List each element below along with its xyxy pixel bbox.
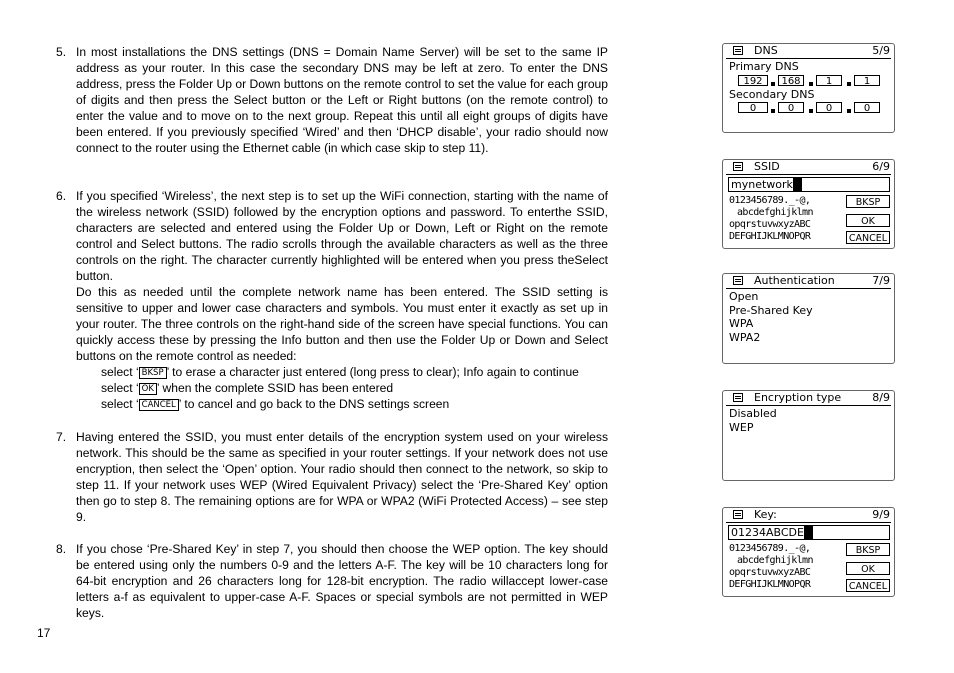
secondary-dns-fields	[729, 101, 894, 115]
step-6	[56, 188, 608, 412]
enc-option-disabled[interactable]: Disabled	[729, 407, 777, 420]
step-text: Having entered the SSID, you must enter details of the encryption system used on your wireless network. This should be the same as specified in your router settings. If your network does not use encryption, then select the ‘Open’ option. Your radio should then connect to the network, so skip to step 11. If your network uses WEP (Wired Equivalent Privacy) select the ‘Pre-Shared Key’ option then go to step 8. The remaining options are for WPA or WPA2 (WiFi Protected Access) – see step 9.	[76, 430, 608, 524]
step-text-continued: Do this as needed until the complete network name has been entered. The SSID setting is sensitive to upper and lower case characters and symbols. You must enter it exactly as set up in your router. The three controls on the right-hand side of the screen have special functions. You can quickly access these by pressing the Info button and then use the Folder Up or Down and Select buttons on the remote control as needed:	[76, 285, 608, 363]
lcd-header	[726, 44, 891, 59]
lcd-title: Encryption type	[754, 391, 842, 404]
ssid-input[interactable]	[728, 177, 890, 192]
bksp-button[interactable]: BKSP	[846, 543, 890, 556]
step-8	[56, 541, 608, 621]
step-number: 7.	[56, 430, 67, 444]
dot-separator	[809, 109, 813, 113]
select-instruction	[101, 364, 608, 380]
key-input[interactable]	[728, 525, 890, 540]
dns-octet[interactable]: 0	[738, 102, 768, 113]
primary-dns-label: Primary DNS	[729, 60, 799, 73]
instruction-suffix: ’ to erase a character just entered (long press to clear); Info again to continue	[166, 365, 579, 379]
dns-octet[interactable]: 0	[854, 102, 880, 113]
instruction-suffix: ’ when the complete SSID has been entered	[156, 381, 394, 395]
menu-icon	[733, 510, 743, 519]
dns-octet[interactable]: 0	[816, 102, 842, 113]
lcd-page: 8/9	[872, 391, 890, 404]
lcd-page: 5/9	[872, 44, 890, 57]
lcd-authentication-screen	[722, 273, 895, 364]
ok-inline-button: OK	[139, 383, 157, 395]
character-grid[interactable]	[729, 543, 813, 591]
auth-option-wpa[interactable]: WPA	[729, 317, 754, 330]
lcd-key-screen	[722, 507, 895, 597]
step-5	[56, 44, 608, 156]
dot-separator	[847, 109, 851, 113]
cancel-button[interactable]: CANCEL	[846, 579, 890, 592]
ssid-value: mynetwork	[731, 178, 793, 191]
charset-row[interactable]: DEFGHIJKLMNOPQR	[729, 579, 811, 590]
dns-octet[interactable]: 168	[778, 75, 804, 86]
step-number: 8.	[56, 542, 67, 556]
lcd-page: 7/9	[872, 274, 890, 287]
instruction-prefix: select ‘	[101, 381, 139, 395]
step-text: In most installations the DNS settings (DNS = Domain Name Server) will be set to the same IP address as your router. In this case the secondary DNS may be left at zero. To enter the DNS address, press the Folder Up or Down buttons on the remote control to set the value for each group of digits and then press the Select button or the Left or Right buttons (on the remote control) to enter the value and to move on to the next group. Repeat this until all eight groups of digits have been entered. If you previously specified ‘Wired’ and then ‘DHCP disable’, your radio should now connect to the router using the Ethernet cable (in which case skip to step 11).	[76, 45, 608, 155]
dot-separator	[847, 82, 851, 86]
lcd-ssid-screen	[722, 159, 895, 249]
lcd-header	[726, 274, 891, 289]
charset-row[interactable]: DEFGHIJKLMNOPQR	[729, 231, 811, 242]
lcd-page: 6/9	[872, 160, 890, 173]
charset-row[interactable]: 0123456789._-@,	[729, 195, 811, 206]
charset-row[interactable]: 0123456789._-@,	[729, 543, 811, 554]
dot-separator	[771, 109, 775, 113]
instruction-suffix: ’ to cancel and go back to the DNS settings screen	[178, 397, 450, 411]
menu-icon	[733, 162, 743, 171]
charset-row[interactable]: abcdefghijklmn	[737, 207, 813, 218]
cancel-inline-button: CANCEL	[139, 399, 179, 411]
lcd-page: 9/9	[872, 508, 890, 521]
primary-dns-fields	[729, 74, 894, 88]
lcd-title: Key:	[754, 508, 777, 521]
text-cursor	[804, 526, 813, 539]
lcd-header	[726, 508, 891, 523]
cancel-button[interactable]: CANCEL	[846, 231, 890, 244]
ok-button[interactable]: OK	[846, 562, 890, 575]
bksp-button[interactable]: BKSP	[846, 195, 890, 208]
menu-icon	[733, 393, 743, 402]
dns-octet[interactable]: 0	[778, 102, 804, 113]
auth-option-open[interactable]: Open	[729, 290, 759, 303]
bksp-inline-button: BKSP	[139, 367, 167, 379]
secondary-dns-label: Secondary DNS	[729, 87, 815, 101]
lcd-encryption-screen	[722, 390, 895, 481]
step-number: 5.	[56, 45, 67, 59]
lcd-title: Authentication	[754, 274, 835, 287]
dns-octet[interactable]: 192	[738, 75, 768, 86]
charset-row[interactable]: opqrstuvwxyzABC	[729, 219, 811, 230]
dns-octet[interactable]: 1	[854, 75, 880, 86]
lcd-header	[726, 391, 891, 406]
menu-icon	[733, 46, 743, 55]
charset-row[interactable]: opqrstuvwxyzABC	[729, 567, 811, 578]
select-instruction	[101, 380, 608, 396]
dot-separator	[771, 82, 775, 86]
step-text: If you chose ‘Pre-Shared Key’ in step 7, you should then choose the WEP option. The key should be entered using only the numbers 0-9 and the letters A-F. The key will be 10 characters long for 64-bit encryption and 26 characters long for 128-bit encryption. The radio willaccept lower-case letters a-f as equivalent to upper-case A-F. Spaces or special symbols are not permitted in WEP keys.	[76, 542, 608, 620]
menu-icon	[733, 276, 743, 285]
select-instruction	[101, 396, 608, 412]
instruction-prefix: select ‘	[101, 397, 139, 411]
step-text: If you specified ‘Wireless’, the next step is to set up the WiFi connection, starting with the name of the wireless network (SSID) followed by the encryption options and password. To enterthe SSID, characters are selected and entered using the Folder Up or Down, Left or Right on the remote control and Select buttons. The radio scrolls through the available characters as well as the three controls on the right. The character currently highlighted will be entered when you press theSelect button.	[76, 189, 608, 283]
page-number: 17	[37, 626, 51, 640]
instruction-prefix: select ‘	[101, 365, 139, 379]
lcd-title: SSID	[754, 160, 780, 173]
auth-option-wpa2[interactable]: WPA2	[729, 330, 761, 344]
text-cursor	[793, 178, 802, 191]
key-value: 01234ABCDE	[731, 526, 804, 539]
lcd-title: DNS	[754, 44, 778, 57]
dns-octet[interactable]: 1	[816, 75, 842, 86]
charset-row[interactable]: abcdefghijklmn	[737, 555, 813, 566]
lcd-header	[726, 160, 891, 175]
lcd-dns-screen	[722, 43, 895, 133]
ok-button[interactable]: OK	[846, 214, 890, 227]
character-grid[interactable]	[729, 195, 813, 243]
enc-option-wep[interactable]: WEP	[729, 420, 754, 434]
step-number: 6.	[56, 189, 67, 203]
auth-option-pre-shared-key[interactable]: Pre-Shared Key	[729, 303, 813, 317]
step-7	[56, 429, 608, 525]
dot-separator	[809, 82, 813, 86]
